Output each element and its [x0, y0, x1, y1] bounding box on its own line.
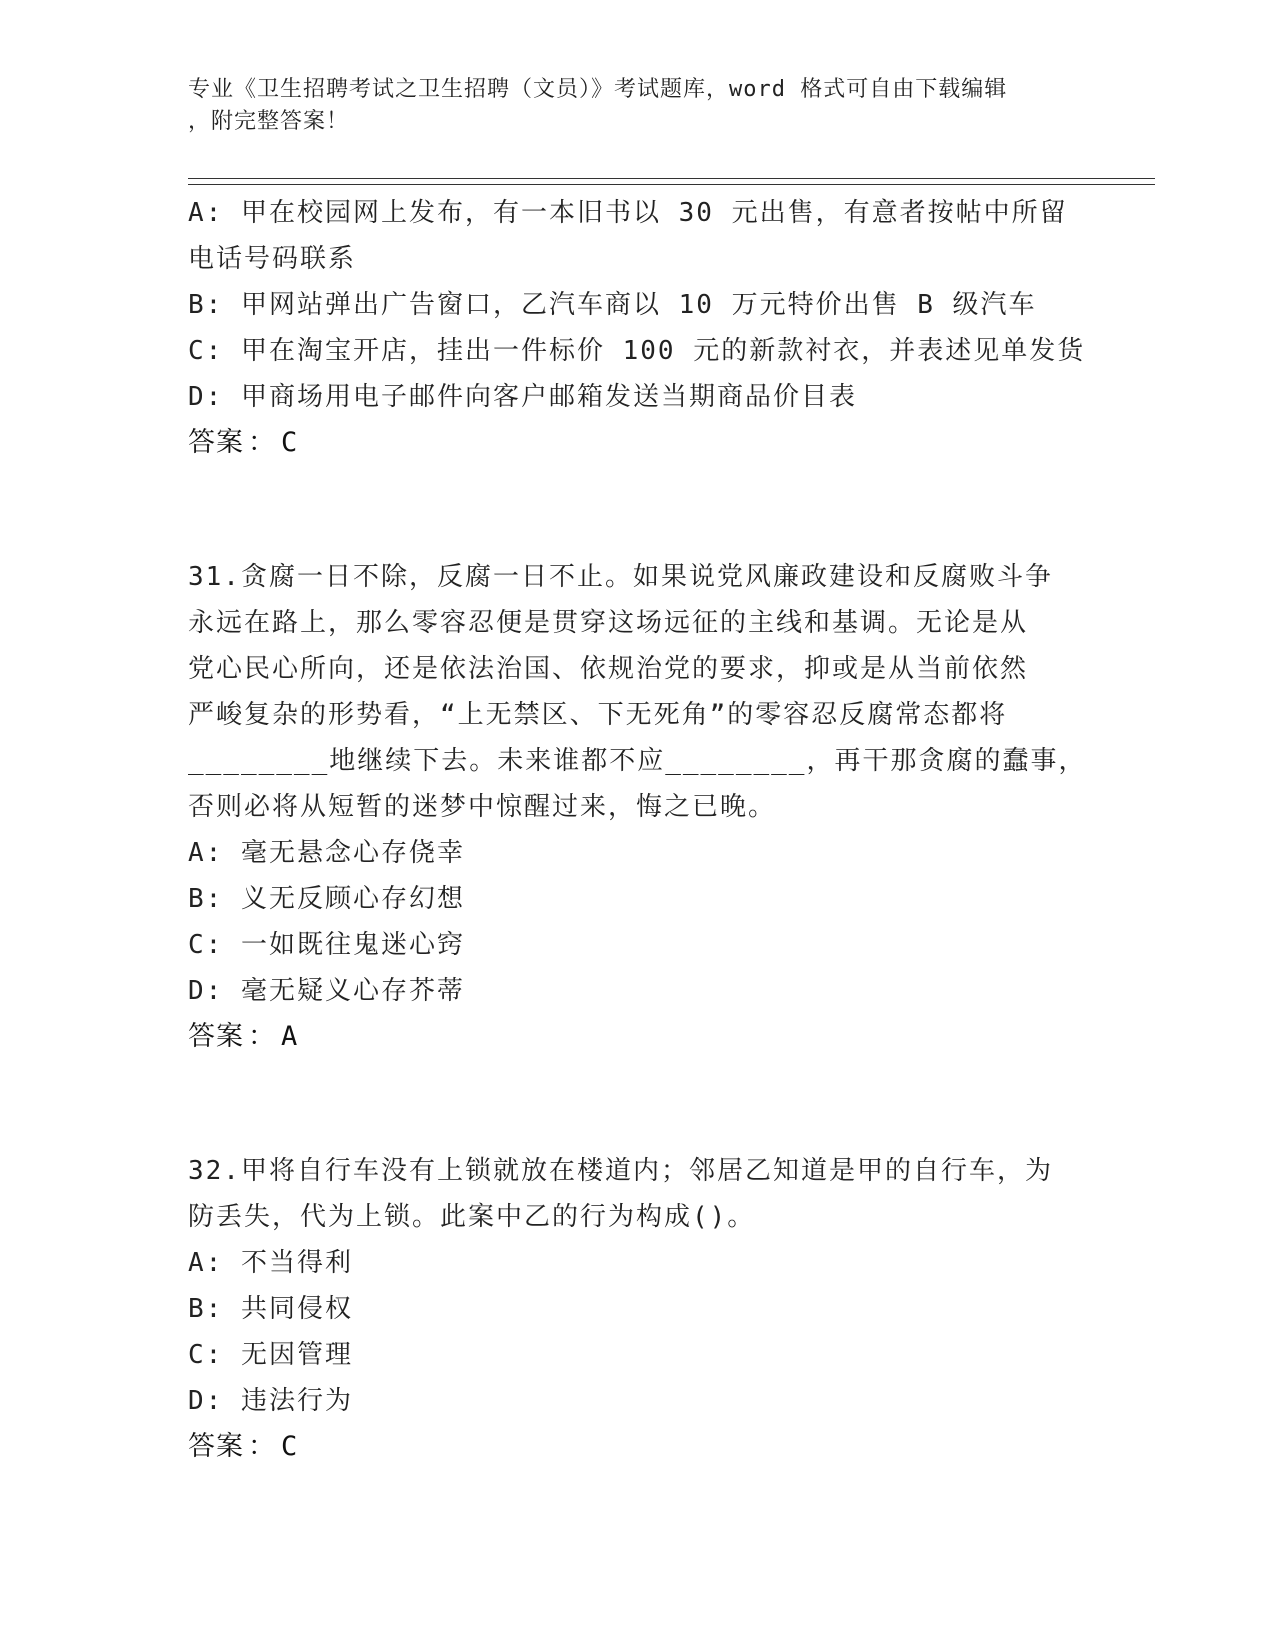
question-stem-line: 31.贪腐一日不除，反腐一日不止。如果说党风廉政建设和反腐败斗争	[188, 562, 1053, 592]
option-a-line-1: A: 甲在校园网上发布，有一本旧书以 30 元出售，有意者按帖中所留	[188, 198, 1068, 228]
question-content	[188, 190, 1087, 1470]
header-title-continuation: ，附完整答案！	[188, 109, 350, 134]
option-a: A: 毫无悬念心存侥幸	[188, 838, 465, 868]
question-30-block	[188, 190, 1086, 466]
option-c: C: 无因管理	[188, 1340, 353, 1370]
header-divider-bottom	[188, 184, 1155, 185]
question-stem-line: 永远在路上，那么零容忍便是贯穿这场远征的主线和基调。无论是从	[188, 608, 1029, 638]
answer-label: 答案	[188, 427, 244, 458]
answer-separator: ：	[248, 1021, 277, 1052]
question-32-block	[188, 1148, 1078, 1470]
question-stem-line: 党心民心所向，还是依法治国、依规治党的要求，抑或是从当前依然	[188, 654, 1029, 684]
option-b: B: 甲网站弹出广告窗口，乙汽车商以 10 万元特价出售 B 级汽车	[188, 290, 1037, 320]
question-spacer	[188, 466, 1078, 554]
header-title-line: 专业《卫生招聘考试之卫生招聘（文员）》考试题库，word 格式可自由下载编辑	[188, 77, 1008, 102]
option-d: D: 毫无疑义心存芥蒂	[188, 976, 465, 1006]
question-stem-line: 严峻复杂的形势看，“上无禁区、下无死角”的零容忍反腐常态都将	[188, 700, 1008, 730]
answer-line	[188, 420, 1078, 466]
option-b: B: 义无反顾心存幻想	[188, 884, 465, 914]
option-c: C: 一如既往鬼迷心窍	[188, 930, 465, 960]
question-spacer	[188, 1060, 1078, 1148]
answer-value: C	[281, 427, 300, 458]
answer-value: C	[281, 1431, 300, 1462]
answer-label: 答案	[188, 1431, 244, 1462]
answer-value: A	[281, 1021, 300, 1052]
answer-line	[188, 1014, 1078, 1060]
option-c: C: 甲在淘宝开店，挂出一件标价 100 元的新款衬衣，并表述见单发货	[188, 336, 1086, 366]
answer-label: 答案	[188, 1021, 244, 1052]
document-header	[188, 74, 1068, 138]
header-divider-top	[188, 178, 1155, 179]
answer-line	[188, 1424, 1078, 1470]
option-a: A: 不当得利	[188, 1248, 353, 1278]
question-stem-line: 防丢失，代为上锁。此案中乙的行为构成()。	[188, 1202, 756, 1232]
question-stem-line: 否则必将从短暂的迷梦中惊醒过来，悔之已晚。	[188, 792, 777, 822]
option-d: D: 违法行为	[188, 1386, 353, 1416]
answer-separator: ：	[248, 1431, 277, 1462]
option-a-line-2: 电话号码联系	[188, 244, 357, 274]
answer-separator: ：	[248, 427, 277, 458]
question-stem-line: 32.甲将自行车没有上锁就放在楼道内；邻居乙知道是甲的自行车，为	[188, 1156, 1053, 1186]
option-d: D: 甲商场用电子邮件向客户邮箱发送当期商品价目表	[188, 382, 857, 412]
question-stem-line: ________地继续下去。未来谁都不应________，再干那贪腐的蠢事，	[188, 746, 1087, 776]
option-b: B: 共同侵权	[188, 1294, 353, 1324]
question-31-block	[188, 554, 1087, 1060]
